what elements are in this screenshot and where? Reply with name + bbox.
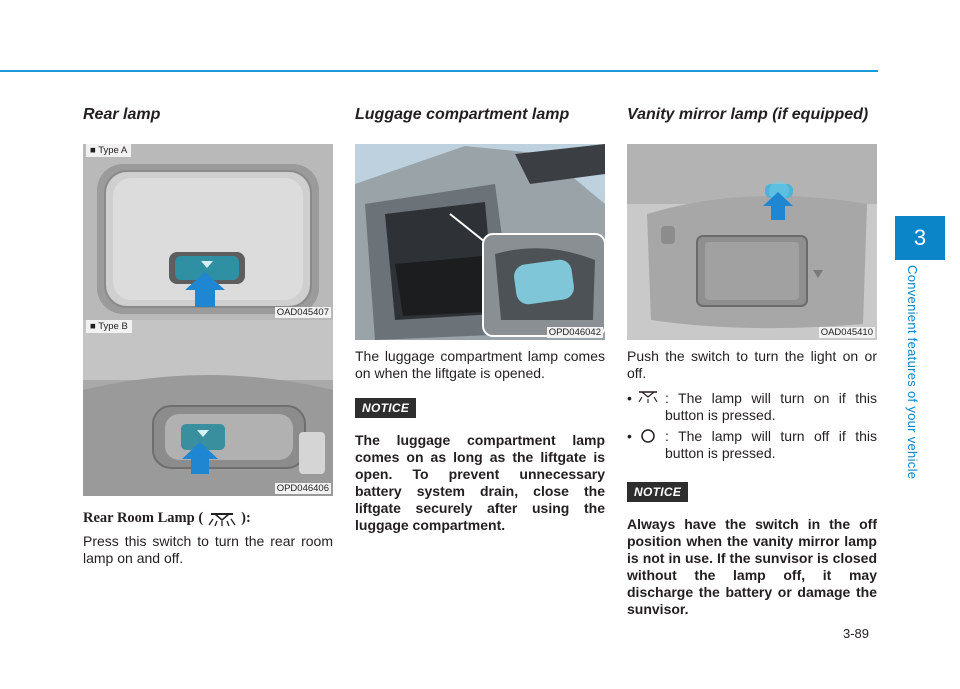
luggage-lamp-illustration bbox=[355, 144, 605, 340]
section-heading: Rear lamp bbox=[83, 106, 161, 123]
list-item: • : The lamp will turn off if this button is pressed. bbox=[627, 428, 877, 461]
rear-room-lamp-subheading: Rear Room Lamp ( ): bbox=[83, 510, 251, 526]
rear-lamp-type-b-illustration bbox=[83, 320, 333, 496]
vanity-notice-text: Always have the switch in the off position when the vanity mirror lamp is not in use. If the sunvisor is closed without the lamp off, it may discharge the battery or damage the sunvisor. bbox=[627, 516, 877, 617]
type-b-label: ■ Type B bbox=[86, 320, 132, 333]
section-heading: Luggage compartment lamp bbox=[355, 106, 570, 123]
notice-badge: NOTICE bbox=[355, 398, 416, 418]
lamp-on-icon bbox=[637, 390, 659, 404]
vanity-lamp-bullets bbox=[627, 390, 877, 462]
vanity-lamp-body: Push the switch to turn the light on or off. bbox=[627, 348, 877, 381]
notice-badge: NOTICE bbox=[627, 482, 688, 502]
figure-type-a bbox=[83, 144, 333, 320]
vanity-lamp-illustration bbox=[627, 144, 877, 340]
header-rule bbox=[0, 70, 878, 72]
column-luggage-lamp bbox=[355, 106, 605, 534]
figure-vanity bbox=[627, 144, 877, 340]
column-rear-lamp bbox=[83, 106, 333, 567]
type-a-label: ■ Type A bbox=[86, 144, 131, 157]
figure-code: OAD045410 bbox=[820, 327, 873, 338]
figure-code: OPD046042 bbox=[548, 327, 601, 338]
figure-code: OAD045407 bbox=[276, 307, 329, 318]
room-lamp-icon bbox=[205, 511, 239, 527]
section-heading: Vanity mirror lamp (if equipped) bbox=[627, 106, 869, 123]
figure-luggage bbox=[355, 144, 605, 340]
rear-lamp-type-a-illustration bbox=[83, 144, 333, 320]
figure-code: OPD046406 bbox=[276, 483, 329, 494]
lamp-off-icon bbox=[637, 428, 659, 444]
luggage-lamp-body: The luggage compartment lamp comes on when the liftgate is opened. bbox=[355, 348, 605, 381]
chapter-title: Convenient features of your vehicle bbox=[905, 265, 920, 480]
figure-type-b bbox=[83, 320, 333, 496]
list-item: • : The lamp will turn on if this button is pressed. bbox=[627, 390, 877, 423]
page-number: 3-89 bbox=[843, 626, 870, 641]
chapter-number: 3 bbox=[913, 225, 927, 250]
luggage-notice-text: The luggage compartment lamp comes on as long as the liftgate is open. To prevent unnecessary battery system drain, close the liftgate securely after using the luggage compartment. bbox=[355, 432, 605, 533]
column-vanity-lamp bbox=[627, 106, 877, 618]
rear-lamp-body: Press this switch to turn the rear room lamp on and off. bbox=[83, 533, 333, 566]
chapter-number-tab bbox=[895, 216, 945, 260]
